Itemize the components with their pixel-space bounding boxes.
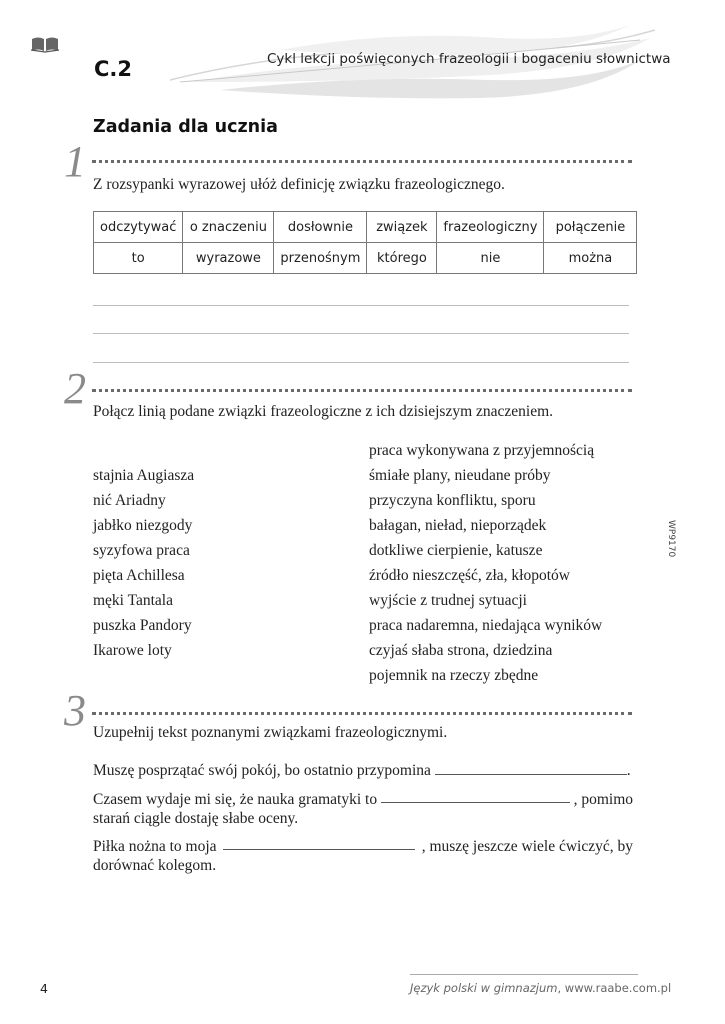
phrase-item[interactable]: stajnia Augiasza	[93, 467, 195, 484]
meaning-item[interactable]: dotkliwe cierpienie, katusze	[369, 542, 543, 559]
task-2-divider	[92, 389, 632, 392]
table-cell: o znaczeniu	[183, 212, 274, 243]
meaning-item[interactable]: przyczyna konfliktu, sporu	[369, 492, 536, 509]
table-cell: odczytywać	[94, 212, 183, 243]
sentence-3	[93, 837, 633, 875]
fill-blank[interactable]	[435, 762, 627, 775]
table-cell: frazeologiczny	[437, 212, 544, 243]
meaning-item[interactable]: śmiałe plany, nieudane próby	[369, 467, 551, 484]
phrase-item[interactable]: jabłko niezgody	[93, 517, 193, 534]
sentence-text: , muszę jeszcze wiele ćwiczyć, by	[421, 838, 633, 855]
sentence-2	[93, 790, 633, 828]
page-heading: Zadania dla ucznia	[93, 117, 278, 137]
table-cell: związek	[367, 212, 437, 243]
sentence-text: starań ciągle dostaję słabe oceny.	[93, 810, 299, 827]
open-book-icon	[30, 33, 60, 57]
meaning-item[interactable]: wyjście z trudnej sytuacji	[369, 592, 527, 609]
meaning-item[interactable]: bałagan, nieład, nieporządek	[369, 517, 547, 534]
answer-line[interactable]	[93, 333, 629, 334]
table-cell: to	[94, 243, 183, 274]
meaning-item[interactable]: źródło nieszczęść, zła, kłopotów	[369, 567, 570, 584]
phrase-item[interactable]: męki Tantala	[93, 592, 173, 609]
sentence-text: Czasem wydaje mi się, że nauka gramatyki to	[93, 791, 378, 808]
document-code: WP9170	[666, 520, 676, 558]
header-subtitle: Cykl lekcji poświęconych frazeologii i bogaceniu słownictwa	[267, 51, 671, 67]
answer-line[interactable]	[93, 362, 629, 363]
table-cell: którego	[367, 243, 437, 274]
table-row	[94, 212, 637, 243]
meaning-item[interactable]: praca wykonywana z przyjemnością	[369, 442, 595, 459]
task-3-instruction: Uzupełnij tekst poznanymi związkami frazeologicznymi.	[93, 724, 448, 741]
meaning-item[interactable]: praca nadaremna, niedająca wyników	[369, 617, 603, 634]
sentence-text: Piłka nożna to moja	[93, 838, 217, 855]
task-2-instruction: Połącz linią podane związki frazeologiczne z ich dzisiejszym znaczeniem.	[93, 403, 554, 420]
task-1-instruction: Z rozsypanki wyrazowej ułóż definicję związku frazeologicznego.	[93, 176, 505, 193]
phrase-item[interactable]: puszka Pandory	[93, 617, 192, 634]
sentence-text: Muszę posprzątać swój pokój, bo ostatnio przypomina	[93, 762, 431, 779]
table-row	[94, 243, 637, 274]
task-3-divider	[92, 712, 632, 715]
table-cell: przenośnym	[274, 243, 367, 274]
task-1-number: 1	[64, 137, 86, 186]
table-cell: wyrazowe	[183, 243, 274, 274]
page-number: 4	[40, 981, 48, 996]
meaning-item[interactable]: czyjaś słaba strona, dziedzina	[369, 642, 553, 659]
table-cell: dosłownie	[274, 212, 367, 243]
sentence-text: dorównać kolegom.	[93, 857, 217, 874]
footer-site: , www.raabe.com.pl	[557, 981, 672, 995]
phrase-item[interactable]: Ikarowe loty	[93, 642, 172, 659]
table-cell: można	[544, 243, 637, 274]
task-2-number: 2	[64, 364, 86, 413]
task-1-divider	[92, 160, 632, 163]
phrase-item[interactable]: syzyfowa praca	[93, 542, 190, 559]
sentence-1	[93, 761, 633, 780]
meaning-item[interactable]: pojemnik na rzeczy zbędne	[369, 667, 539, 684]
sentence-text: , pomimo	[573, 791, 633, 808]
table-cell: połączenie	[544, 212, 637, 243]
footer-credit	[410, 981, 672, 995]
table-cell: nie	[437, 243, 544, 274]
phrase-item[interactable]: pięta Achillesa	[93, 567, 185, 584]
feather-decoration-icon	[160, 20, 660, 114]
answer-line[interactable]	[93, 305, 629, 306]
task-3-number: 3	[64, 686, 86, 735]
sentence-text: .	[626, 762, 631, 779]
fill-blank[interactable]	[223, 837, 415, 850]
fill-blank[interactable]	[381, 790, 570, 803]
word-table	[93, 211, 637, 274]
section-code: C.2	[94, 57, 133, 81]
phrase-item[interactable]: nić Ariadny	[93, 492, 166, 509]
footer-title: Język polski w gimnazjum	[410, 981, 558, 995]
footer-divider	[410, 974, 638, 975]
